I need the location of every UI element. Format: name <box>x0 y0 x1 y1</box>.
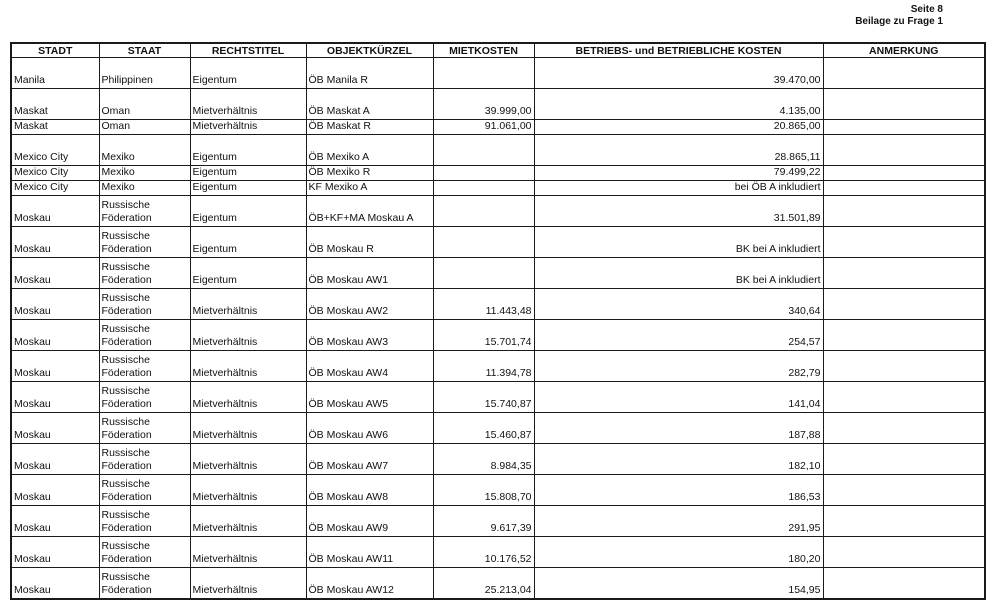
table-row <box>11 135 985 166</box>
cell-anmerkung <box>823 289 985 320</box>
cell-objektkuerzel: ÖB Moskau AW4 <box>306 351 433 382</box>
cell-objektkuerzel: ÖB Moskau AW5 <box>306 382 433 413</box>
cell-stadt: Moskau <box>11 568 99 600</box>
cell-staat: Russische Föderation <box>99 506 190 537</box>
cell-rechtstitel: Mietverhältnis <box>190 289 306 320</box>
column-header-stadt: STADT <box>11 43 99 58</box>
cell-staat: Oman <box>99 120 190 135</box>
cell-objektkuerzel: ÖB Moskau AW2 <box>306 289 433 320</box>
cell-objektkuerzel: ÖB Mexiko R <box>306 166 433 181</box>
cell-rechtstitel: Mietverhältnis <box>190 537 306 568</box>
cell-anmerkung <box>823 196 985 227</box>
cell-betriebskosten: 182,10 <box>534 444 823 475</box>
cell-stadt: Maskat <box>11 120 99 135</box>
cell-betriebskosten: 141,04 <box>534 382 823 413</box>
cell-objektkuerzel: ÖB Moskau AW6 <box>306 413 433 444</box>
cell-rechtstitel: Eigentum <box>190 58 306 89</box>
attachment-label: Beilage zu Frage 1 <box>855 16 943 27</box>
table-row <box>11 320 985 351</box>
table-row <box>11 181 985 196</box>
cell-anmerkung <box>823 475 985 506</box>
cell-anmerkung <box>823 568 985 600</box>
cell-anmerkung <box>823 537 985 568</box>
cell-rechtstitel: Mietverhältnis <box>190 568 306 600</box>
cell-mietkosten <box>433 196 534 227</box>
cell-rechtstitel: Eigentum <box>190 258 306 289</box>
cell-objektkuerzel: ÖB Moskau R <box>306 227 433 258</box>
cell-anmerkung <box>823 166 985 181</box>
cell-betriebskosten: 340,64 <box>534 289 823 320</box>
cell-staat: Mexiko <box>99 166 190 181</box>
cell-mietkosten: 8.984,35 <box>433 444 534 475</box>
cell-mietkosten: 91.061,00 <box>433 120 534 135</box>
column-header-anmerkung: ANMERKUNG <box>823 43 985 58</box>
cell-staat: Russische Föderation <box>99 320 190 351</box>
table-row <box>11 196 985 227</box>
cell-objektkuerzel: ÖB+KF+MA Moskau A <box>306 196 433 227</box>
table-row <box>11 89 985 120</box>
cell-stadt: Moskau <box>11 289 99 320</box>
cell-objektkuerzel: ÖB Moskau AW7 <box>306 444 433 475</box>
cell-stadt: Moskau <box>11 413 99 444</box>
cell-rechtstitel: Eigentum <box>190 166 306 181</box>
table-row <box>11 58 985 89</box>
table-row <box>11 382 985 413</box>
cell-betriebskosten: 154,95 <box>534 568 823 600</box>
cell-mietkosten <box>433 58 534 89</box>
cell-objektkuerzel: ÖB Moskau AW8 <box>306 475 433 506</box>
cell-stadt: Moskau <box>11 475 99 506</box>
cell-mietkosten <box>433 181 534 196</box>
table-row <box>11 227 985 258</box>
cell-staat: Russische Föderation <box>99 196 190 227</box>
table-row <box>11 351 985 382</box>
cell-stadt: Mexico City <box>11 181 99 196</box>
cell-staat: Russische Föderation <box>99 289 190 320</box>
cell-betriebskosten: BK bei A inkludiert <box>534 258 823 289</box>
table-row <box>11 537 985 568</box>
column-header-staat: STAAT <box>99 43 190 58</box>
cell-anmerkung <box>823 382 985 413</box>
cell-staat: Russische Föderation <box>99 475 190 506</box>
cell-objektkuerzel: ÖB Manila R <box>306 58 433 89</box>
page-number: Seite 8 <box>910 4 943 15</box>
cell-rechtstitel: Mietverhältnis <box>190 120 306 135</box>
cell-stadt: Moskau <box>11 351 99 382</box>
cell-stadt: Moskau <box>11 382 99 413</box>
cell-mietkosten: 11.394,78 <box>433 351 534 382</box>
cell-betriebskosten: BK bei A inkludiert <box>534 227 823 258</box>
cell-rechtstitel: Mietverhältnis <box>190 351 306 382</box>
cell-rechtstitel: Mietverhältnis <box>190 320 306 351</box>
cell-staat: Russische Föderation <box>99 227 190 258</box>
cell-stadt: Mexico City <box>11 166 99 181</box>
column-header-objektkuerzel: OBJEKTKÜRZEL <box>306 43 433 58</box>
cell-mietkosten <box>433 227 534 258</box>
cell-anmerkung <box>823 89 985 120</box>
cell-betriebskosten: 291,95 <box>534 506 823 537</box>
cell-stadt: Mexico City <box>11 135 99 166</box>
cell-staat: Russische Föderation <box>99 258 190 289</box>
cell-anmerkung <box>823 120 985 135</box>
column-header-mietkosten: MIETKOSTEN <box>433 43 534 58</box>
cell-mietkosten: 15.740,87 <box>433 382 534 413</box>
cell-rechtstitel: Mietverhältnis <box>190 413 306 444</box>
cell-betriebskosten: 28.865,11 <box>534 135 823 166</box>
cell-staat: Russische Föderation <box>99 568 190 600</box>
cell-stadt: Moskau <box>11 227 99 258</box>
cell-anmerkung <box>823 227 985 258</box>
cell-betriebskosten: 4.135,00 <box>534 89 823 120</box>
cell-stadt: Moskau <box>11 196 99 227</box>
cell-staat: Oman <box>99 89 190 120</box>
cell-rechtstitel: Eigentum <box>190 196 306 227</box>
cell-mietkosten: 25.213,04 <box>433 568 534 600</box>
header-row <box>11 43 985 58</box>
cell-staat: Mexiko <box>99 181 190 196</box>
table-row <box>11 444 985 475</box>
cell-betriebskosten: 254,57 <box>534 320 823 351</box>
cell-rechtstitel: Mietverhältnis <box>190 89 306 120</box>
cell-stadt: Moskau <box>11 506 99 537</box>
cell-betriebskosten: 39.470,00 <box>534 58 823 89</box>
cell-rechtstitel: Eigentum <box>190 227 306 258</box>
cell-rechtstitel: Mietverhältnis <box>190 475 306 506</box>
cell-staat: Russische Föderation <box>99 444 190 475</box>
property-cost-table <box>10 42 986 600</box>
table-row <box>11 506 985 537</box>
cell-rechtstitel: Mietverhältnis <box>190 444 306 475</box>
cell-objektkuerzel: KF Mexiko A <box>306 181 433 196</box>
cell-stadt: Manila <box>11 58 99 89</box>
cell-anmerkung <box>823 351 985 382</box>
column-header-betriebskosten: BETRIEBS- und BETRIEBLICHE KOSTEN <box>534 43 823 58</box>
table-row <box>11 568 985 600</box>
table-row <box>11 475 985 506</box>
cell-anmerkung <box>823 506 985 537</box>
cell-anmerkung <box>823 181 985 196</box>
cell-mietkosten: 11.443,48 <box>433 289 534 320</box>
cell-betriebskosten: 20.865,00 <box>534 120 823 135</box>
cell-anmerkung <box>823 58 985 89</box>
cell-rechtstitel: Mietverhältnis <box>190 382 306 413</box>
cell-staat: Russische Föderation <box>99 351 190 382</box>
cell-anmerkung <box>823 135 985 166</box>
cell-objektkuerzel: ÖB Moskau AW12 <box>306 568 433 600</box>
cell-stadt: Moskau <box>11 444 99 475</box>
cell-mietkosten <box>433 166 534 181</box>
cell-stadt: Moskau <box>11 320 99 351</box>
cell-mietkosten: 39.999,00 <box>433 89 534 120</box>
cell-objektkuerzel: ÖB Moskau AW1 <box>306 258 433 289</box>
cell-objektkuerzel: ÖB Maskat R <box>306 120 433 135</box>
table-row <box>11 413 985 444</box>
cell-stadt: Moskau <box>11 258 99 289</box>
cell-betriebskosten: 79.499,22 <box>534 166 823 181</box>
cell-betriebskosten: 186,53 <box>534 475 823 506</box>
cell-anmerkung <box>823 413 985 444</box>
cell-rechtstitel: Eigentum <box>190 181 306 196</box>
cell-mietkosten: 15.701,74 <box>433 320 534 351</box>
cell-staat: Russische Föderation <box>99 382 190 413</box>
cell-staat: Russische Föderation <box>99 413 190 444</box>
cell-stadt: Maskat <box>11 89 99 120</box>
cell-objektkuerzel: ÖB Moskau AW3 <box>306 320 433 351</box>
column-header-rechtstitel: RECHTSTITEL <box>190 43 306 58</box>
cell-anmerkung <box>823 444 985 475</box>
cell-objektkuerzel: ÖB Moskau AW11 <box>306 537 433 568</box>
cell-staat: Russische Föderation <box>99 537 190 568</box>
cell-betriebskosten: 282,79 <box>534 351 823 382</box>
cell-betriebskosten: 187,88 <box>534 413 823 444</box>
table-row <box>11 120 985 135</box>
table-row <box>11 258 985 289</box>
table-row <box>11 166 985 181</box>
cell-objektkuerzel: ÖB Maskat A <box>306 89 433 120</box>
cell-mietkosten: 15.460,87 <box>433 413 534 444</box>
cell-mietkosten <box>433 135 534 166</box>
cell-rechtstitel: Mietverhältnis <box>190 506 306 537</box>
cell-objektkuerzel: ÖB Mexiko A <box>306 135 433 166</box>
cell-rechtstitel: Eigentum <box>190 135 306 166</box>
cell-objektkuerzel: ÖB Moskau AW9 <box>306 506 433 537</box>
cell-mietkosten: 9.617,39 <box>433 506 534 537</box>
cell-mietkosten <box>433 258 534 289</box>
cell-mietkosten: 10.176,52 <box>433 537 534 568</box>
cell-mietkosten: 15.808,70 <box>433 475 534 506</box>
cell-staat: Philippinen <box>99 58 190 89</box>
cell-anmerkung <box>823 320 985 351</box>
cell-betriebskosten: 180,20 <box>534 537 823 568</box>
table-row <box>11 289 985 320</box>
cell-stadt: Moskau <box>11 537 99 568</box>
cell-staat: Mexiko <box>99 135 190 166</box>
cell-betriebskosten: bei ÖB A inkludiert <box>534 181 823 196</box>
cell-betriebskosten: 31.501,89 <box>534 196 823 227</box>
cell-anmerkung <box>823 258 985 289</box>
